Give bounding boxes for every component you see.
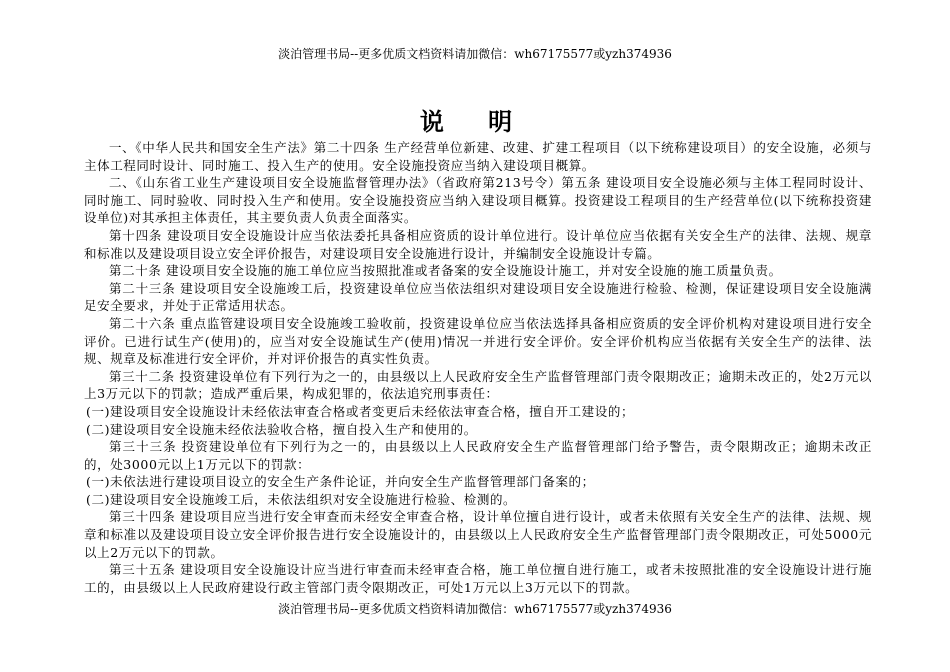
paragraph-shandong-measures: 二、《山东省工业生产建设项目安全设施监督管理办法》（省政府第213号令）第五条 建设项目安全设施必须与主体工程同时设计、同时施工、同时验收、同时投入生产和使用。安全设施投资应当纳入建设项目概算。投资建设工程项目的生产经营单位(以下统称投资建设单位)对其承担主体责任，其主要负责人负责全面落实。 [84,175,872,226]
paragraph-article-23: 第二十三条 建设项目安全设施竣工后，投资建设单位应当依法组织对建设项目安全设施进行检验、检测，保证建设项目安全设施满足安全要求，并处于正常适用状态。 [84,280,872,314]
paragraph-article-34: 第三十四条 建设项目应当进行安全审查而未经安全审查合格，设计单位擅自进行设计，或者未依照有关安全生产的法律、法规、规章和标准以及建设项目设立安全评价报告进行安全设施设计的，由县级以上人民政府安全生产监督管理部门责令限期改正，可处5000元以上2万元以下的罚款。 [84,509,872,560]
paragraph-article-33: 第三十三条 投资建设单位有下列行为之一的，由县级以上人民政府安全生产监督管理部门给予警告，责令限期改正；逾期未改正的，处3000元以上1万元以下的罚款： [84,439,872,472]
paragraph-article-26: 第二十六条 重点监管建设项目安全设施竣工验收前，投资建设单位应当依法选择具备相应资质的安全评价机构对建设项目进行安全评价。已进行试生产(使用)的，应当对安全设施试生产(使用)情况一并进行安全评价。安全评价机构应当依据有关安全生产的法律、法规、规章及标准进行安全评价，并对评价报告的真实性负责。 [84,315,872,367]
article-32-item-2: (二)建设项目安全设施未经依法验收合格，擅自投入生产和使用的。 [86,421,477,437]
footer-note: 淡泊管理书局--更多优质文档资料请加微信：wh67175577或yzh374936 [278,602,672,616]
document-body [84,139,872,596]
paragraph-article-14: 第十四条 建设项目安全设施设计应当依法委托具备相应资质的设计单位进行。设计单位应当依据有关安全生产的法律、法规、规章和标准以及建设项目设立安全评价报告，对建设项目安全设施进行设计，并编制安全设施设计专篇。 [84,227,872,261]
header-note: 淡泊管理书局--更多优质文档资料请加微信：wh67175577或yzh374936 [278,47,672,61]
paragraph-article-35: 第三十五条 建设项目安全设施设计应当进行审查而未经审查合格，施工单位擅自进行施工，或者未按照批准的安全设施设计进行施工的，由县级以上人民政府建设行政主管部门责令限期改正，可处1万元以上3万元以下的罚款。 [84,562,872,595]
paragraph-article-20: 第二十条 建设项目安全设施的施工单位应当按照批准或者备案的安全设施设计施工，并对安全设施的施工质量负责。 [109,263,782,279]
article-32-item-1: (一)建设项目安全设施设计未经依法审查合格或者变更后未经依法审查合格，擅自开工建设的； [86,403,635,419]
article-33-item-2: (二)建设项目安全设施竣工后，未依法组织对安全设施进行检验、检测的。 [86,491,517,507]
page-title: 说 明 [419,107,531,136]
article-33-item-1: (一)未依法进行建设项目设立的安全生产条件论证，并向安全生产监督管理部门备案的； [86,474,595,490]
paragraph-law-article-24: 一、《中华人民共和国安全生产法》第二十四条 生产经营单位新建、改建、扩建工程项目（以下统称建设项目）的安全设施，必须与主体工程同时设计、同时施工、投入生产的使用。安全设施投资应当纳入建设项目概算。 [84,140,872,173]
paragraph-article-32: 第三十二条 投资建设单位有下列行为之一的，由县级以上人民政府安全生产监督管理部门责令限期改正；逾期未改正的，处2万元以上3万元以下的罚款；造成严重后果，构成犯罪的，依法追究刑事责任： [84,368,872,402]
